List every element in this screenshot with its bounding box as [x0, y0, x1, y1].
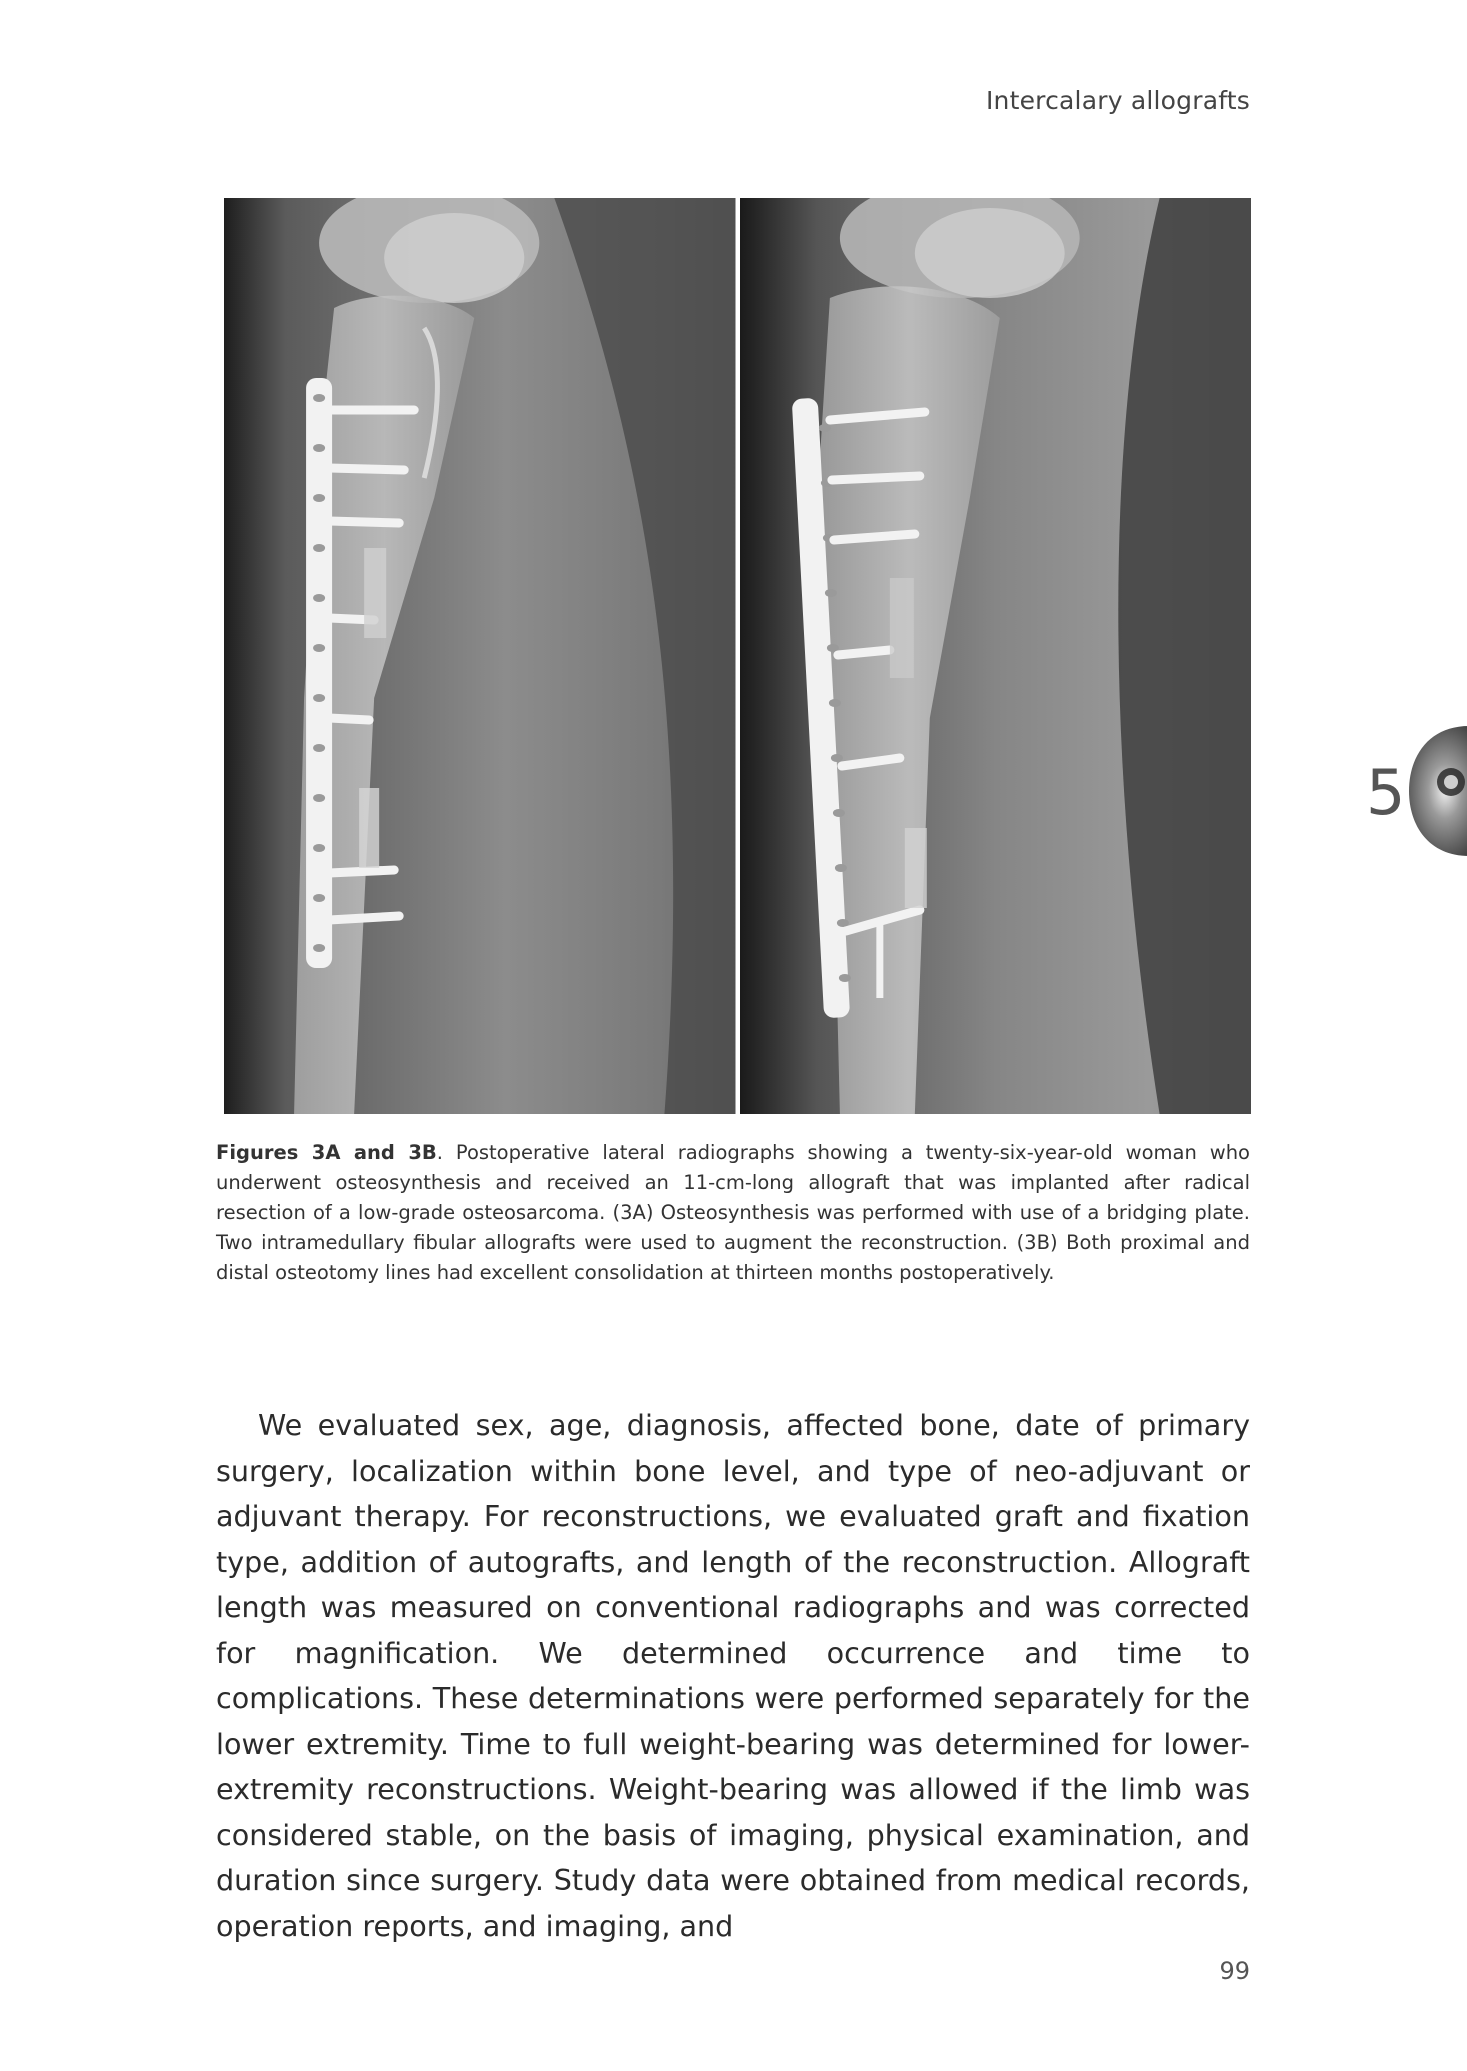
- xray-icon: [740, 198, 1252, 1114]
- radiograph-3b: [740, 198, 1252, 1114]
- chapter-number: 5: [1366, 756, 1406, 829]
- chapter-tab-icon: [1409, 726, 1467, 856]
- running-header: Intercalary allografts: [985, 86, 1250, 115]
- figure-caption-label: Figures 3A and 3B: [216, 1141, 437, 1164]
- xray-icon: [224, 198, 736, 1114]
- radiograph-3a: [224, 198, 736, 1114]
- figure-radiographs: [224, 198, 1251, 1114]
- page-number: 99: [1219, 1957, 1250, 1985]
- body-paragraph: We evaluated sex, age, diagnosis, affected bone, date of primary surgery, localization within bone level, and type of neo-adjuvant or adjuvant therapy. For reconstructions, we evaluated graft and fixation type, addition of autografts, and length of the reconstruction. Allograft length was measured on conventional radiographs and was corrected for magnification. We determined occurrence and time to complications. These determinations were performed separately for the lower extremity. Time to full weight-bearing was determined for lower-extremity reconstructions. Weight-bearing was allowed if the limb was considered stable, on the basis of imaging, physical examination, and duration since surgery. Study data were obtained from medical records, operation reports, and imaging, and: [216, 1408, 1250, 1943]
- figure-caption: [216, 1138, 1250, 1288]
- figure-caption-text: . Postoperative lateral radiographs showing a twenty-six-year-old woman who underwent osteosynthesis and received an 11-cm-long allograft that was implanted after radical resection of a low-grade osteosarcoma. (3A) Osteosynthesis was performed with use of a bridging plate. Two intramedullary fibular allografts were used to augment the reconstruction. (3B) Both proximal and distal osteotomy lines had excellent consolidation at thirteen months postoperatively.: [216, 1141, 1250, 1284]
